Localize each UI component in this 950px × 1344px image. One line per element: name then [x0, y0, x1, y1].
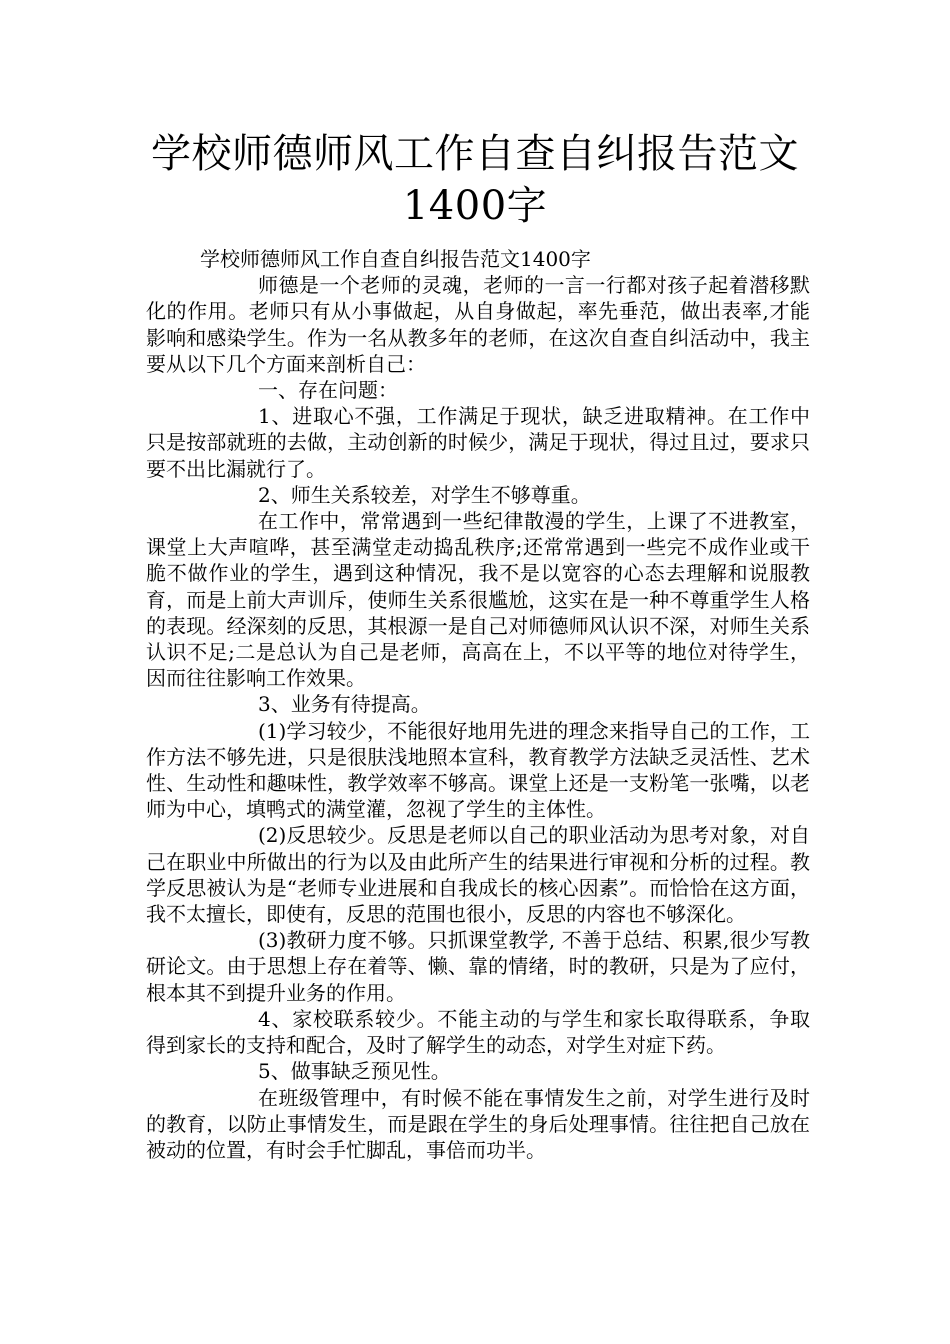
- paragraph-point-2-heading: 2、师生关系较差，对学生不够尊重。: [258, 482, 591, 507]
- paragraph-point-3-sub-2: (2)反思较少。反思是老师以自己的职业活动为思考对象，对自己在职业中所做出的行为以及由此所产生的结果进行审视和分析的过程。教学反思被认为是“老师专业进展和自我成长的核心因素”。而恰恰在这方面，我不太擅长，即使有，反思的范围也很小，反思的内容也不够深化。: [146, 823, 810, 927]
- paragraph-point-5-detail: 在班级管理中，有时候不能在事情发生之前，对学生进行及时的教育，以防止事情发生，而是跟在学生的身后处理事情。往往把自己放在被动的位置，有时会手忙脚乱，事倍而功半。: [146, 1085, 810, 1162]
- paragraph-point-1: 1、进取心不强，工作满足于现状，缺乏进取精神。在工作中只是按部就班的去做，主动创新的时候少，满足于现状，得过且过，要求只要不出比漏就行了。: [146, 404, 810, 481]
- paragraph-point-2-detail: 在工作中，常常遇到一些纪律散漫的学生，上课了不进教室，课堂上大声喧哗，甚至满堂走动捣乱秩序;还常常遇到一些完不成作业或干脆不做作业的学生，遇到这种情况，我不是以宽容的心态去理解和说服教育，而是上前大声训斥，使师生关系很尴尬，这实在是一种不尊重学生人格的表现。经深刻的反思，其根源一是自己对师德师风认识不深，对师生关系认识不足;二是总认为自己是老师，高高在上，不以平等的地位对待学生，因而往往影响工作效果。: [146, 509, 810, 691]
- document-subtitle: 学校师德师风工作自查自纠报告范文1400字: [200, 247, 591, 271]
- section-heading-problems: 一、存在问题：: [258, 378, 398, 403]
- paragraph-point-4: 4、家校联系较少。不能主动的与学生和家长取得联系，争取得到家长的支持和配合，及时了解学生的动态，对学生对症下药。: [146, 1006, 810, 1058]
- paragraph-intro: 师德是一个老师的灵魂，老师的一言一行都对孩子起着潜移默化的作用。老师只有从小事做起，从自身做起，率先垂范，做出表率,才能影响和感染学生。作为一名从教多年的老师，在这次自查自纠活动中，我主要从以下几个方面来剖析自己：: [146, 273, 810, 376]
- document-body: [146, 246, 810, 1163]
- document-title: 学校师德师风工作自查自纠报告范文1400字: [151, 131, 799, 229]
- paragraph-point-5-heading: 5、做事缺乏预见性。: [258, 1059, 451, 1084]
- paragraph-point-3-sub-3: (3)教研力度不够。只抓课堂教学, 不善于总结、积累,很少写教研论文。由于思想上存在着等、懒、靠的情绪，时的教研，只是为了应付，根本其不到提升业务的作用。: [146, 928, 810, 1005]
- paragraph-point-3-sub-1: (1)学习较少，不能很好地用先进的理念来指导自己的工作，工作方法不够先进，只是很肤浅地照本宣科，教育教学方法缺乏灵活性、艺术性、生动性和趣味性，教学效率不够高。课堂上还是一支粉笔一张嘴，以老师为中心，填鸭式的满堂灌，忽视了学生的主体性。: [146, 718, 810, 822]
- paragraph-point-3-heading: 3、业务有待提高。: [258, 692, 431, 717]
